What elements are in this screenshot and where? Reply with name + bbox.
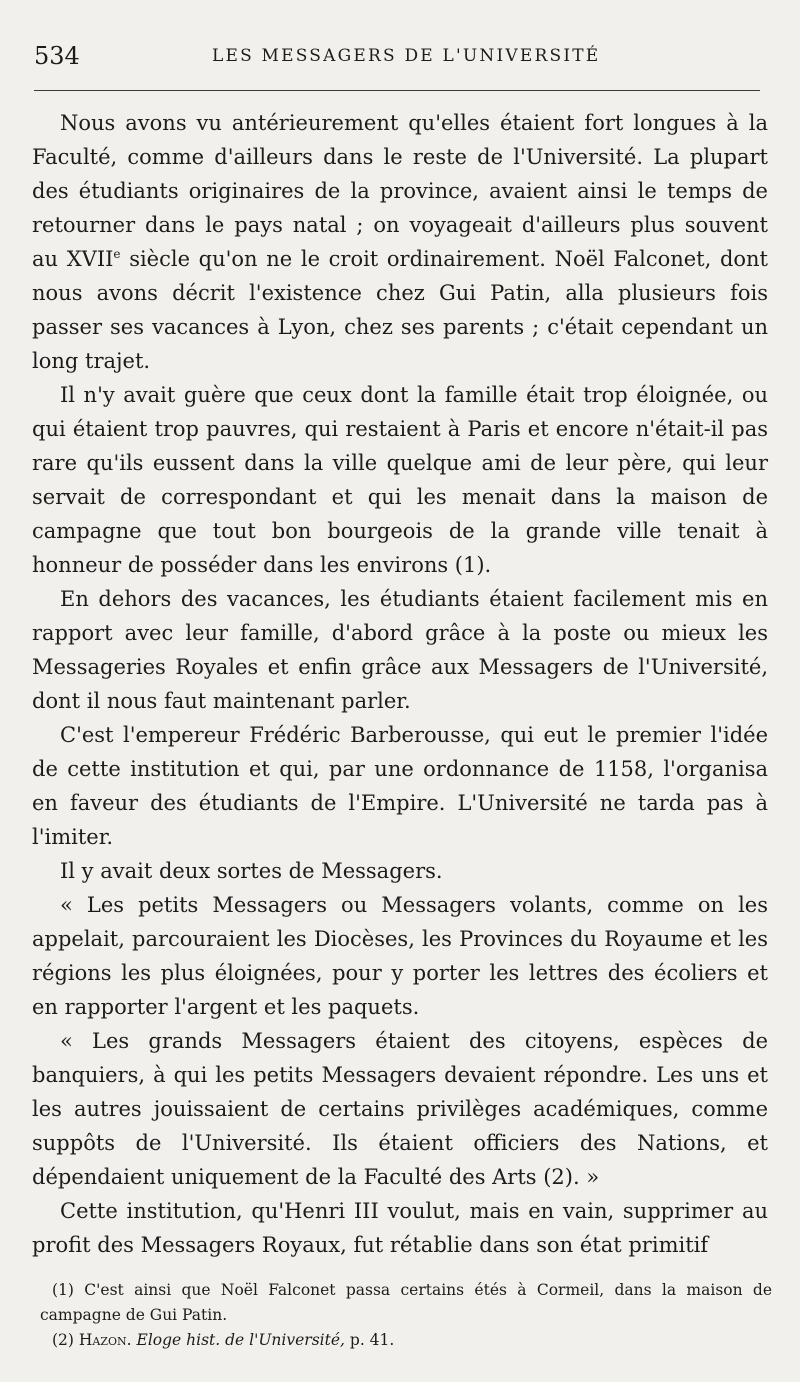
body-text (32, 106, 768, 1262)
footnote-1: (1) C'est ainsi que Noël Falconet passa certains étés à Cormeil, dans la maison de campagne de Gui Patin. (40, 1281, 772, 1324)
paragraph-5: Il y avait deux sortes de Messagers. (60, 859, 443, 883)
superscript-e: e (113, 247, 121, 261)
header-rule (34, 90, 760, 91)
footnote-2-page: p. 41. (349, 1331, 395, 1349)
running-head: LES MESSAGERS DE L'UNIVERSITÉ (212, 46, 601, 66)
page-number: 534 (34, 42, 80, 70)
paragraph-6: « Les petits Messagers ou Messagers volants, comme on les appelait, parcouraient les Diocèses, les Provinces du Royaume et les régions les plus éloignées, pour y porter les lettres des écoliers et en rapporter l'argent et les paquets. (32, 893, 768, 1019)
paragraph-4: C'est l'empereur Frédéric Barberousse, qui eut le premier l'idée de cette institution et qui, par une ordonnance de 1158, l'organisa en faveur des étudiants de l'Empire. L'Université ne tarda pas à l'imiter. (32, 723, 768, 849)
paragraph-8: Cette institution, qu'Henri III voulut, mais en vain, supprimer au profit des Messagers Royaux, fut rétablie dans son état primitif (32, 1199, 768, 1257)
page-header (34, 38, 758, 78)
footnote-2 (40, 1328, 772, 1353)
footnote-2-title: Eloge hist. de l'Université, (136, 1331, 345, 1349)
paragraph-2: Il n'y avait guère que ceux dont la famille était trop éloignée, ou qui étaient trop pauvres, qui restaient à Paris et encore n'était-il pas rare qu'ils eussent dans la ville quelque ami de leur père, qui leur servait de correspondant et qui les menait dans la maison de campagne que tout bon bourgeois de la grande ville tenait à honneur de posséder dans les environs (1). (32, 383, 768, 577)
paragraph-3: En dehors des vacances, les étudiants étaient facilement mis en rapport avec leur famille, d'abord grâce à la poste ou mieux les Messageries Royales et enfin grâce aux Messagers de l'Université, dont il nous faut maintenant parler. (32, 587, 768, 713)
footnotes (40, 1278, 772, 1353)
footnote-2-marker: (2) (52, 1331, 74, 1349)
paragraph-1: Nous avons vu antérieurement qu'elles étaient fort longues à la Faculté, comme d'ailleurs dans le reste de l'Université. La plupart des étudiants originaires de la province, avaient ainsi le temps de retourner dans le pays natal ; on voyageait d'ailleurs plus souvent au XVIIe siècle qu'on ne le croit ordinairement. Noël Falconet, dont nous avons décrit l'existence chez Gui Patin, alla plusieurs fois passer ses vacances à Lyon, chez ses parents ; c'était cependant un long trajet. (32, 111, 768, 373)
footnote-2-author: Hazon. (78, 1331, 132, 1349)
paragraph-7: « Les grands Messagers étaient des citoyens, espèces de banquiers, à qui les petits Messagers devaient répondre. Les uns et les autres jouissaient de certains privilèges académiques, comme suppôts de l'Université. Ils étaient officiers des Nations, et dépendaient uniquement de la Faculté des Arts (2). » (32, 1029, 768, 1189)
